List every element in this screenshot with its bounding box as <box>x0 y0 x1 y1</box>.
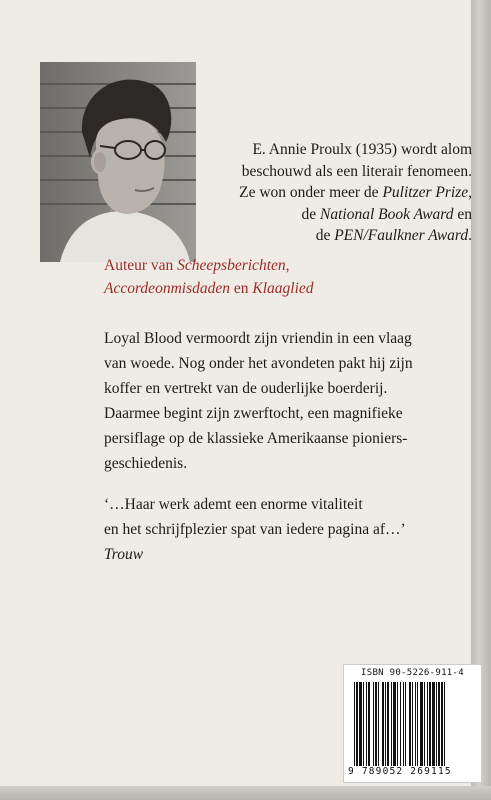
summary-line: van woede. Nog onder het avondeten pakt hij zijn <box>104 355 413 372</box>
summary-line: geschiedenis. <box>104 455 188 472</box>
summary-line: koffer en vertrekt van de ouderlijke boerderij. <box>104 380 388 397</box>
author-bio <box>202 139 472 247</box>
award-pulitzer: Pulitzer Prize <box>382 184 469 201</box>
author-other-works <box>104 254 314 300</box>
summary-line: persiflage op de klassieke Amerikaanse pioniers- <box>104 430 408 447</box>
work-title: Scheepsberichten, <box>177 257 290 274</box>
page-edge-bottom <box>0 786 491 800</box>
barcode-bars <box>354 682 472 766</box>
bio-line-3 <box>202 182 472 204</box>
bio-text: , <box>468 184 472 201</box>
bio-line-2: beschouwd als een literair fenomeen. <box>241 162 472 180</box>
isbn-number: ISBN 90-5226-911-4 <box>361 668 464 678</box>
quote-line: en het schrijfplezier spat van iedere pagina af…’ <box>104 521 406 538</box>
bio-line-4 <box>202 204 472 226</box>
award-national-book: National Book Award <box>320 205 454 223</box>
author-photo <box>40 62 196 262</box>
quote-line: ‘…Haar werk ademt een enorme vitaliteit <box>104 496 363 513</box>
summary-line: Loyal Blood vermoordt zijn vriendin in een vlaag <box>104 330 412 347</box>
other-works-line-1 <box>104 254 314 277</box>
bio-line-1: E. Annie Proulx (1935) wordt alom <box>252 141 472 158</box>
bio-text: . <box>468 227 472 244</box>
quote-source <box>104 542 464 567</box>
bio-text: de <box>301 205 320 223</box>
barcode <box>343 664 482 783</box>
summary-line: Daarmee begint zijn zwerftocht, een magnifieke <box>104 405 403 422</box>
other-works-joiner: en <box>229 280 253 297</box>
other-works-line-2 <box>104 277 314 300</box>
ean-number: 9 789052 269115 <box>348 766 452 777</box>
work-title: Klaaglied <box>252 280 314 297</box>
review-quote <box>104 492 464 567</box>
bio-text: Ze won onder meer de <box>239 184 383 201</box>
bio-text: de <box>315 227 335 244</box>
book-summary <box>104 326 464 476</box>
bio-text: en <box>453 205 472 223</box>
award-pen-faulkner: PEN/Faulkner Award <box>334 227 469 244</box>
quote-source-name: Trouw <box>104 546 144 563</box>
other-works-prefix: Auteur van <box>104 257 178 274</box>
bio-line-5 <box>202 225 472 247</box>
work-title: Accordeonmisdaden <box>104 280 230 297</box>
